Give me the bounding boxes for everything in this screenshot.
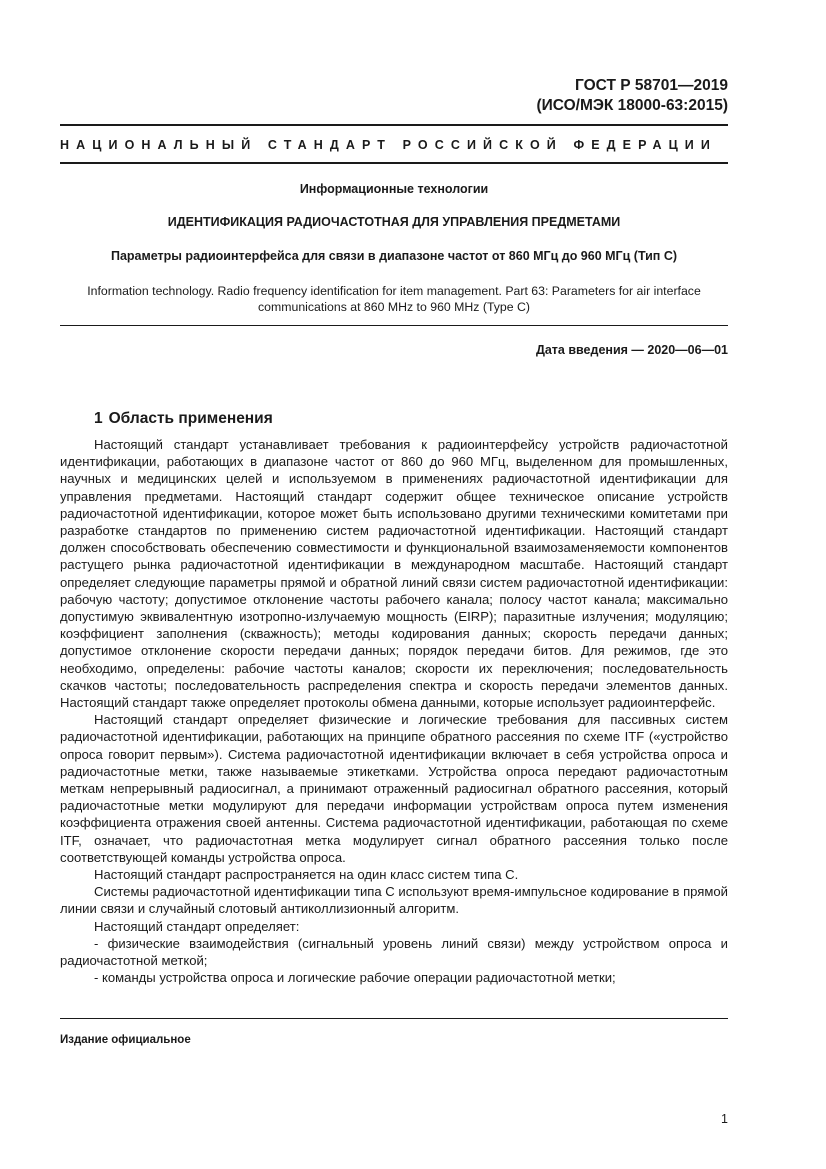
footer-rule <box>60 1018 728 1019</box>
paragraph: Системы радиочастотной идентификации типа С используют время-импульсное кодирование в прямой линии связи и случайный слотовый антиколлизионный алгоритм. <box>60 884 728 917</box>
paragraph: Настоящий стандарт определяет: <box>94 918 300 934</box>
paragraph: Настоящий стандарт распространяется на один класс систем типа С. <box>94 867 519 883</box>
standard-code <box>537 76 729 116</box>
title-sub: Параметры радиоинтерфейса для связи в диапазоне частот от 860 МГц до 960 МГц (Тип С) <box>110 249 678 263</box>
title-main: ИДЕНТИФИКАЦИЯ РАДИОЧАСТОТНАЯ ДЛЯ УПРАВЛЕНИЯ ПРЕДМЕТАМИ <box>167 215 621 229</box>
page-number: 1 <box>721 1112 728 1126</box>
section-title: Область применения <box>108 410 273 427</box>
title-rule <box>60 325 728 326</box>
official-edition-label: Издание официальное <box>60 1034 191 1046</box>
title-group: Информационные технологии <box>299 182 489 196</box>
section-body <box>60 436 728 987</box>
paragraph: Настоящий стандарт определяет физические и логические требования для пассивных систем радиочастотной идентификации, работающих на принципе обратного рассеяния по схеме ITF («устройство опроса говорит первым»). Система радиочастотной идентификации включает в себя устройства опроса и радиочастотные метки, также называемые этикетками. Устройства опроса передают радиочастотным меткам непрерывный радиосигнал, а принимают отраженный радиосигнал обратного рассеяния, который радиочастотные метки модулируют для передачи информации устройствам опроса путем изменения коэффициента отражения своей антенны. Система радиочастотной идентификации, работающая по схеме ITF, означает, что радиочастотная метка модулирует сигнал обратного рассеяния только после соответствующей команды устройства опроса. <box>60 712 728 865</box>
title-english <box>60 283 728 315</box>
top-rule <box>60 124 728 126</box>
standard-code-iso: (ИСО/МЭК 18000-63:2015) <box>536 97 728 114</box>
section-heading <box>94 410 279 428</box>
title-english-line-2: communications at 860 MHz to 960 MHz (Type C) <box>258 300 530 314</box>
title-english-line-1: Information technology. Radio frequency identification for item management. Part 63: Parameters for air interface <box>87 284 701 298</box>
list-item: - физические взаимодействия (сигнальный уровень линий связи) между устройством опроса и радиочастотной меткой; <box>60 935 728 969</box>
heading-rule <box>60 162 728 164</box>
list-item: - команды устройства опроса и логические рабочие операции радиочастотной метки; <box>94 970 616 986</box>
introduction-date: Дата введения — 2020—06—01 <box>535 343 728 357</box>
section-number: 1 <box>94 410 103 427</box>
paragraph: Настоящий стандарт устанавливает требования к радиоинтерфейсу устройств радиочастотной идентификации, работающих в диапазоне частот от 860 до 960 МГц, выделенном для промышленных, научных и медицинских целей и используемом в применениях радиочастотной идентификации для управления предметами. Настоящий стандарт содержит общее техническое описание устройств радиочастотной идентификации, которое может быть использовано другими техническими комитетами при разработке стандартов по применению систем радиочастотной идентификации. Настоящий стандарт должен способствовать обеспечению совместимости и функциональной взаимозаменяемости компонентов растущего рынка радиочастотной идентификации в международном масштабе. Настоящий стандарт определяет следующие параметры прямой и обратной линий связи систем радиочастотной идентификации: рабочую частоту; допустимое отклонение частоты рабочего канала; полосу частот канала; максимально допустимую эквивалентную изотропно-излучаемую мощность (EIRP); паразитные излучения; модуляцию; коэффициент заполнения (скважность); методы кодирования данных; скорость передачи данных; допустимое отклонение скорости передачи данных; порядок передачи битов. Для режимов, где это необходимо, определены: рабочие частоты каналов; скорости их переключения; последовательность скачков частоты; последовательность распределения спектра и скорость передачи элементов данных. Настоящий стандарт также определяет протоколы обмена данными, которые использует радиоинтерфейс. <box>60 437 728 711</box>
national-standard-heading: НАЦИОНАЛЬНЫЙ СТАНДАРТ РОССИЙСКОЙ ФЕДЕРАЦИИ <box>60 138 717 152</box>
standard-code-gost: ГОСТ Р 58701—2019 <box>575 77 728 94</box>
